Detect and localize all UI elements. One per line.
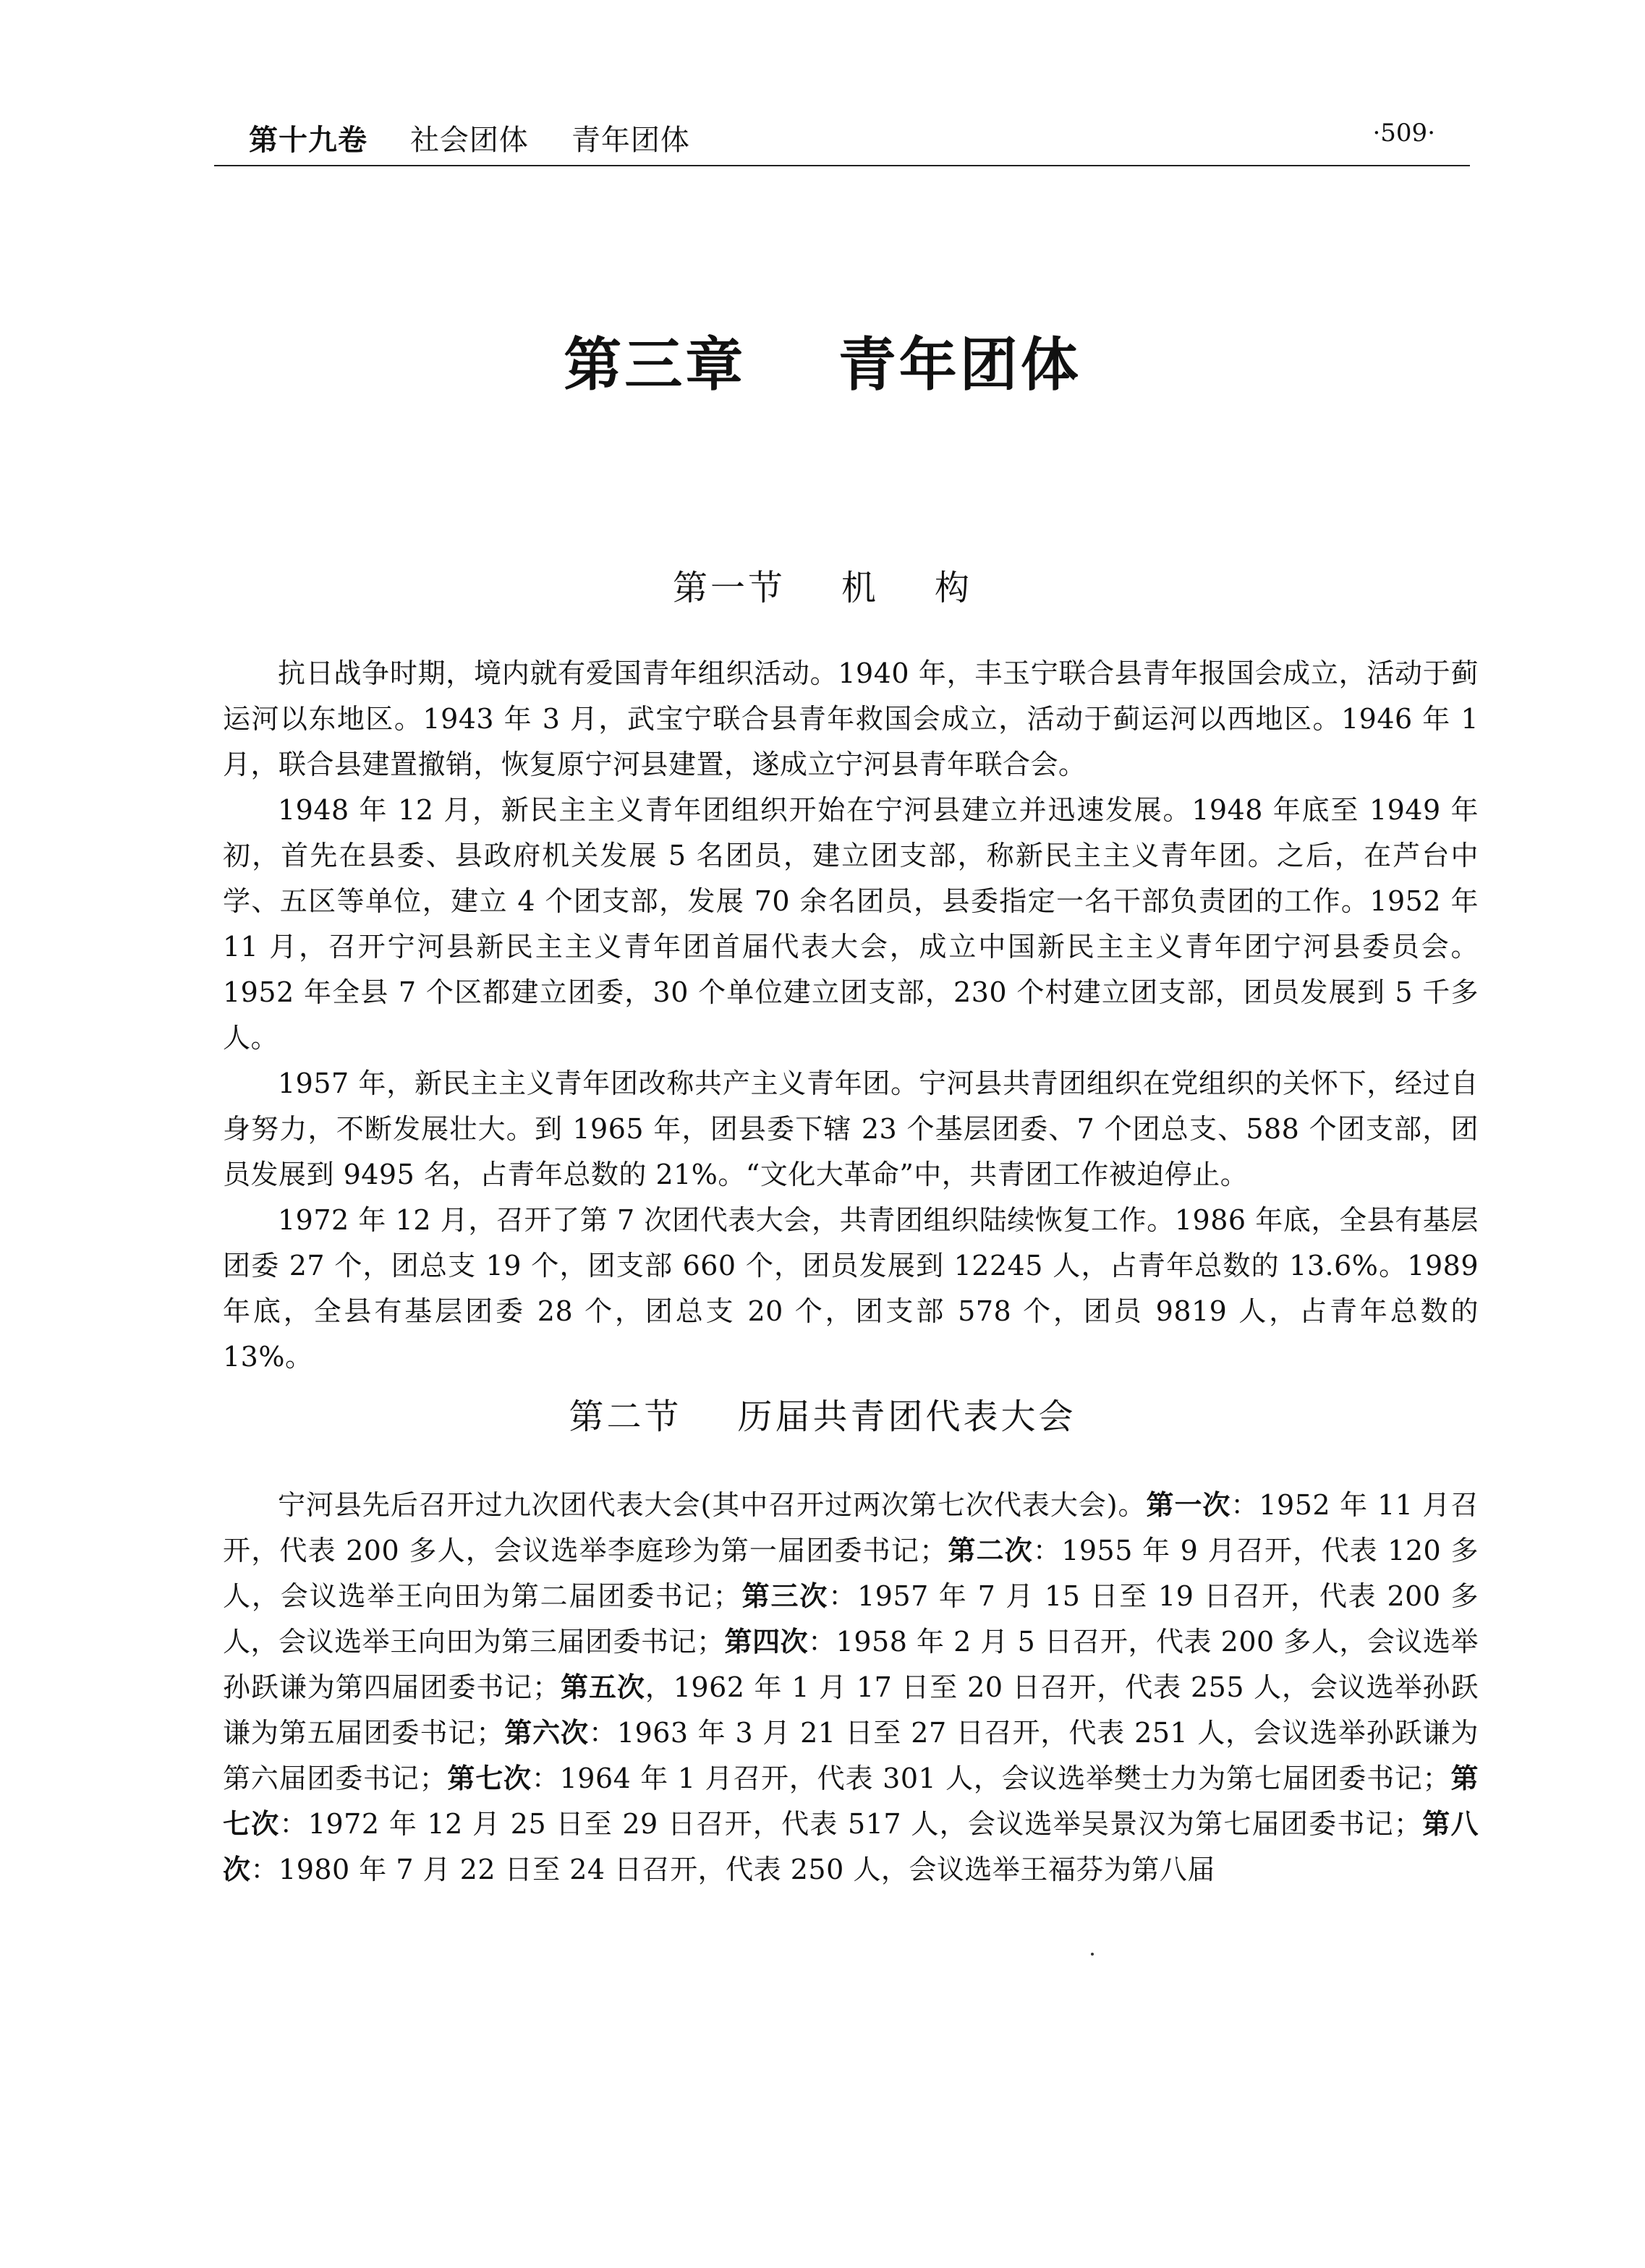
congress-text: ：1952 年 11 月召开，代表 200 多人，会议选举李庭珍为第一届团委书记； [223,1489,1479,1566]
congress-lead: 第七次 [223,1762,1479,1840]
header-volume: 第十九卷 [249,124,367,157]
paragraph: 1948 年 12 月，新民主主义青年团组织开始在宁河县建立并迅速发展。1948 年底至 1949 年初，首先在县委、县政府机关发展 5 名团员，建立团支部，称新民主主义青年团。之后，在芦台中学、五区等单位，建立 4 个团支部，发展 70 余名团员，县委指定一名干部负责团的工作。1952 年 11 月，召开宁河县新民主主义青年团首届代表大会，成立中国新民主主义青年团宁河县委员会。1952 年全县 7 个区都建立团委，30 个单位建立团支部，230 个村建立团支部，团员发展到 5 千多人。 [223,794,1479,1054]
section-1-body [223,651,1479,1380]
congress-text: ：1955 年 9 月召开，代表 120 多人，会议选举王向田为第二届团委书记； [223,1535,1479,1612]
paragraph: 1957 年，新民主主义青年团改称共产主义青年团。宁河县共青团组织在党组织的关怀下，经过自身努力，不断发展壮大。到 1965 年，团县委下辖 23 个基层团委、7 个团总支、588 个团支部，团员发展到 9495 名，占青年总数的 21%。“文化大革命”中，共青团工作被迫停止。 [223,1067,1479,1190]
header-category: 社会团体 [409,124,529,157]
header-divider [214,165,1470,166]
congress-text: ：1972 年 12 月 25 日至 29 日召开，代表 517 人，会议选举吴景汉为第七届团委书记； [279,1808,1422,1840]
congress-text: ：1957 年 7 月 15 日至 19 日召开，代表 200 多人，会议选举王向田为第三届团委书记； [223,1580,1479,1658]
congress-intro: 宁河县先后召开过九次团代表大会(其中召开过两次第七次代表大会)。 [278,1489,1147,1521]
congress-lead: 第五次 [560,1671,645,1703]
congress-lead: 第二次 [947,1535,1033,1566]
congress-text: ：1958 年 2 月 5 日召开，代表 200 多人，会议选举孙跃谦为第四届团委书记； [223,1626,1479,1703]
congress-text: ，1962 年 1 月 17 日至 20 日召开，代表 255 人，会议选举孙跃谦为第五届团委书记； [223,1671,1479,1749]
congress-lead: 第八次 [223,1808,1479,1885]
congress-text: ：1980 年 7 月 22 日至 24 日召开，代表 250 人，会议选举王福芬为第八届 [250,1854,1215,1885]
section-1-title: 第一节 机 构 [672,568,973,608]
scan-speck [1091,1953,1094,1956]
congress-text: ：1964 年 1 月召开，代表 301 人，会议选举樊士力为第七届团委书记； [531,1762,1451,1794]
congress-paragraph [223,1483,1479,1893]
congress-lead: 第七次 [447,1762,532,1794]
paragraph: 1972 年 12 月，召开了第 7 次团代表大会，共青团组织陆续恢复工作。1986 年底，全县有基层团委 27 个，团总支 19 个，团支部 660 个，团员发展到 12245 人，占青年总数的 13.6%。1989 年底，全县有基层团委 28 个，团总支 20 个，团支部 578 个，团员 9819 人，占青年总数的 13%。 [223,1204,1479,1373]
section-2-body [223,1483,1479,1893]
congress-lead: 第六次 [503,1717,589,1749]
header-subcategory: 青年团体 [571,124,690,157]
paragraph: 抗日战争时期，境内就有爱国青年组织活动。1940 年，丰玉宁联合县青年报国会成立，活动于蓟运河以东地区。1943 年 3 月，武宝宁联合县青年救国会成立，活动于蓟运河以西地区。1946 年 1 月，联合县建置撤销，恢复原宁河县建置，遂成立宁河县青年联合会。 [223,657,1479,780]
congress-text: ：1963 年 3 月 21 日至 27 日召开，代表 251 人，会议选举孙跃谦为第六届团委书记； [223,1717,1479,1794]
congress-lead: 第三次 [741,1580,829,1612]
congress-lead: 第四次 [724,1626,809,1658]
header-breadcrumb [249,117,722,158]
page-number: ·509· [1372,119,1435,148]
running-header [214,108,1470,166]
section-2-title: 第二节 历届共青团代表大会 [569,1397,1076,1437]
congress-lead: 第一次 [1146,1489,1231,1521]
chapter-title: 第三章 青年团体 [564,331,1081,398]
